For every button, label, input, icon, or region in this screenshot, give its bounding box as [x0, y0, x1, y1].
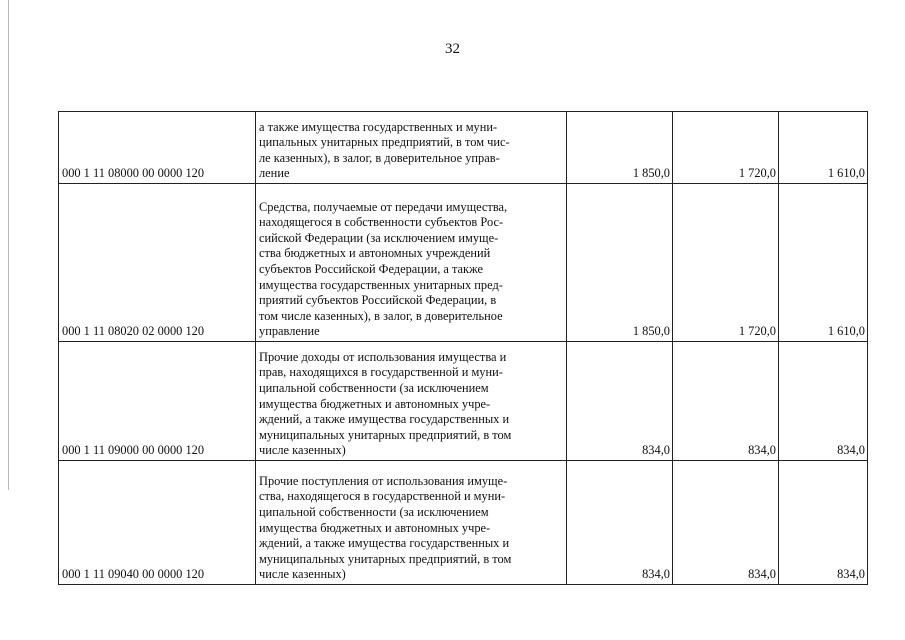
description-line: имущества государственных унитарных пред- — [259, 277, 503, 292]
scan-left-edge-line — [8, 0, 9, 490]
amount-year-1: 1 850,0 — [567, 112, 673, 184]
amount-year-2: 1 720,0 — [673, 112, 779, 184]
description-line: ципальной собственности (за исключением — [259, 381, 489, 396]
amount-year-3: 1 610,0 — [779, 112, 868, 184]
budget-classification-code: 000 1 11 09000 00 0000 120 — [59, 342, 256, 461]
description-line: а также имущества государственных и муни- — [259, 119, 498, 134]
amount-year-2: 834,0 — [673, 342, 779, 461]
description-line: субъектов Российской Федерации, а также — [259, 262, 483, 277]
description-line: находящегося в собственности субъектов Рос- — [259, 215, 504, 230]
amount-year-1: 834,0 — [567, 461, 673, 585]
page-number: 32 — [445, 41, 460, 57]
revenue-description — [256, 461, 567, 585]
table-row — [59, 184, 868, 342]
description-line: управление — [259, 324, 320, 339]
budget-classification-code: 000 1 11 08000 00 0000 120 — [59, 112, 256, 184]
description-line: ждений, а также имущества государственных и — [259, 536, 510, 551]
description-line: муниципальных унитарных предприятий, в том — [259, 427, 512, 442]
description-line: ства, находящегося в государственной и муни- — [259, 489, 506, 504]
description-line: ление — [259, 166, 290, 181]
description-line: Прочие доходы от использования имущества и — [259, 349, 507, 364]
description-line: ждений, а также имущества государственных и — [259, 412, 510, 427]
revenue-description — [256, 342, 567, 461]
table-row — [59, 342, 868, 461]
amount-year-1: 834,0 — [567, 342, 673, 461]
amount-year-3: 834,0 — [779, 461, 868, 585]
amount-year-2: 1 720,0 — [673, 184, 779, 342]
description-line: приятий субъектов Российской Федерации, в — [259, 293, 497, 308]
description-line: имущества бюджетных и автономных учре- — [259, 520, 491, 535]
description-line: Прочие поступления от использования имуще- — [259, 473, 508, 488]
budget-classification-code: 000 1 11 09040 00 0000 120 — [59, 461, 256, 585]
revenue-description — [256, 184, 567, 342]
description-line: Средства, получаемые от передачи имущества, — [259, 199, 508, 214]
description-line: числе казенных) — [259, 443, 346, 458]
description-line: сийской Федерации (за исключением имуще- — [259, 230, 499, 245]
amount-year-3: 834,0 — [779, 342, 868, 461]
budget-classification-code: 000 1 11 08020 02 0000 120 — [59, 184, 256, 342]
description-line: том числе казенных), в залог, в доверительное — [259, 308, 503, 323]
description-line: ле казенных), в залог, в доверительное управ- — [259, 150, 500, 165]
description-line: ципальной собственности (за исключением — [259, 505, 489, 520]
description-line: прав, находящихся в государственной и муни- — [259, 365, 503, 380]
table-row — [59, 112, 868, 184]
amount-year-2: 834,0 — [673, 461, 779, 585]
description-line: числе казенных) — [259, 567, 346, 582]
table-row — [59, 461, 868, 585]
revenue-description — [256, 112, 567, 184]
amount-year-1: 1 850,0 — [567, 184, 673, 342]
budget-revenue-table — [58, 111, 868, 585]
description-line: муниципальных унитарных предприятий, в том — [259, 551, 512, 566]
description-line: имущества бюджетных и автономных учре- — [259, 396, 491, 411]
amount-year-3: 1 610,0 — [779, 184, 868, 342]
description-line: ства бюджетных и автономных учреждений — [259, 246, 491, 261]
description-line: ципальных унитарных предприятий, в том чис- — [259, 135, 510, 150]
